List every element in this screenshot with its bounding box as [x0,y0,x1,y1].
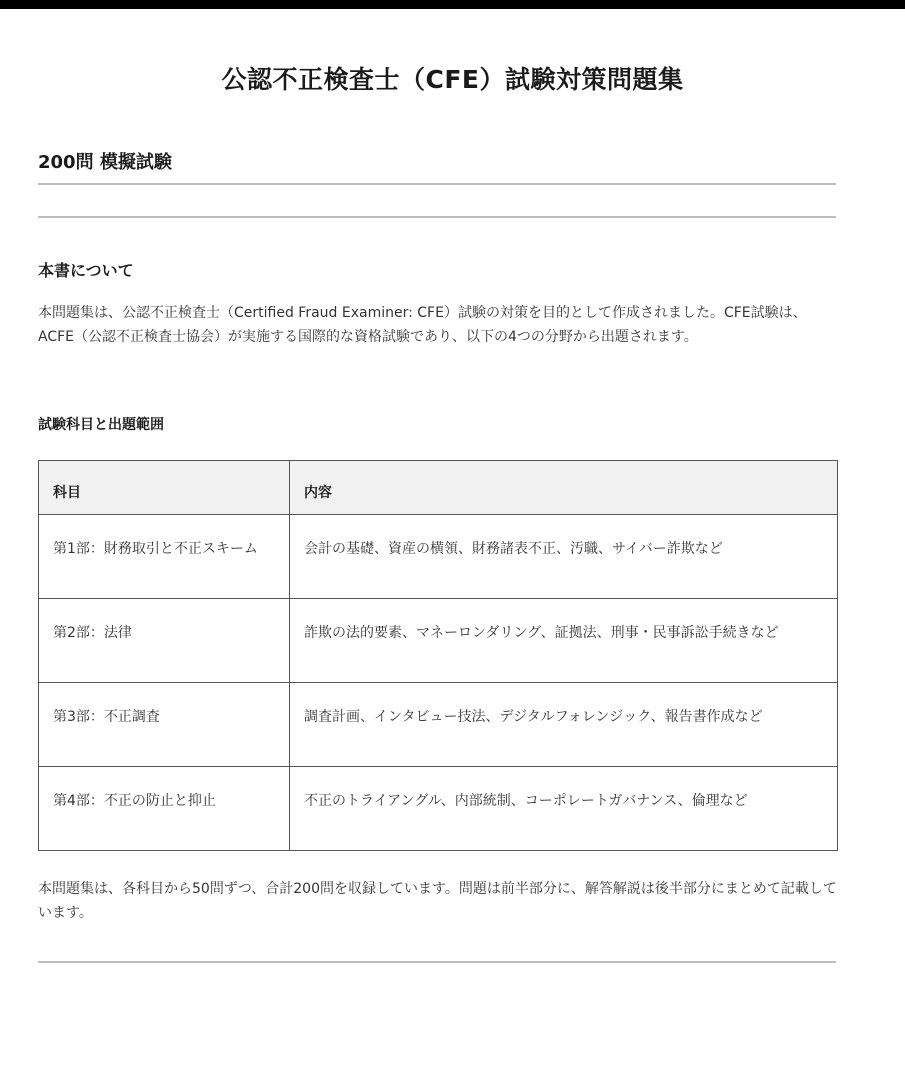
content-cell: 不正のトライアングル、内部統制、コーポレートガバナンス、倫理など [290,767,838,851]
about-paragraph: 本問題集は、公認不正検査士（Certified Fraud Examiner: CFE）試験の対策を目的として作成されました。CFE試験は、ACFE（公認不正検査士協会）が実施する国際的な資格試験であり、以下の4つの分野から出題されます。 [38,305,807,345]
document-title: 公認不正検査士（CFE）試験対策問題集 [221,65,684,94]
content-cell: 詐欺の法的要素、マネーロンダリング、証拠法、刑事・民事訴訟手続きなど [290,599,838,683]
content-cell: 調査計画、インタビュー技法、デジタルフォレンジック、報告書作成など [290,683,838,767]
about-heading: 本書について [38,261,134,280]
document-subtitle: 200問 模擬試験 [38,152,172,173]
subject-cell: 第3部：不正調査 [39,683,290,767]
table-row [39,683,838,767]
subject-cell: 第2部：法律 [39,599,290,683]
table-row [39,767,838,851]
column-header-subject: 科目 [39,461,290,515]
subjects-table [38,460,838,851]
subject-cell: 第4部：不正の防止と抑止 [39,767,290,851]
divider-bottom [38,961,836,963]
subjects-heading: 試験科目と出題範囲 [38,417,164,433]
closing-paragraph: 本問題集は、各科目から50問ずつ、合計200問を収録しています。問題は前半部分に、解答解説は後半部分にまとめて記載しています。 [38,881,837,921]
divider-top [38,183,836,185]
table-row [39,515,838,599]
table-header-row [39,461,838,515]
top-bar [0,0,905,9]
column-header-content: 内容 [290,461,838,515]
table-row [39,599,838,683]
content-cell: 会計の基礎、資産の横領、財務諸表不正、汚職、サイバー詐欺など [290,515,838,599]
subject-cell: 第1部：財務取引と不正スキーム [39,515,290,599]
divider-second [38,216,836,218]
